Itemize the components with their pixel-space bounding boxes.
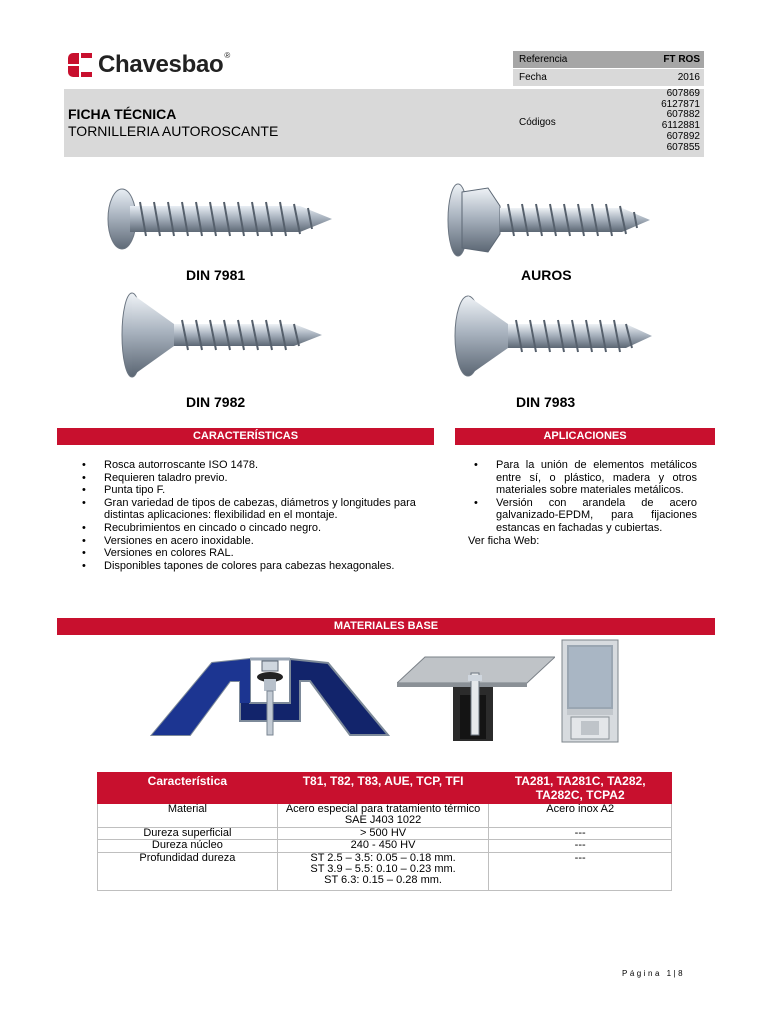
product-label: AUROS <box>521 267 572 283</box>
code: 607855 <box>666 141 700 153</box>
table-cell: Acero especial para tratamiento térmico SAE J403 1022 <box>277 804 489 828</box>
product-label: DIN 7982 <box>186 394 246 410</box>
date-label: Fecha <box>519 72 547 83</box>
table-cell: Material <box>98 804 278 828</box>
list-item: • Gran variedad de tipos de cabezas, diámetros y longitudes para distintas aplicaciones: flexibilidad en el montaje. <box>78 497 428 522</box>
web-link-label: Ver ficha Web: <box>468 535 540 547</box>
meta-row-date <box>513 69 704 86</box>
list-item: • Para la unión de elementos metálicos entre sí, o plástico, madera y otros materiales sobre materiales metálicos. <box>470 459 697 497</box>
brand-name: Chavesbao <box>98 51 224 78</box>
list-item: • Rosca autorroscante ISO 1478. <box>78 459 428 472</box>
list-item: • Versiones en acero inoxidable. <box>78 535 428 548</box>
list-item: • Versión con arandela de acero galvanizado-EPDM, para fijaciones estancas en fachadas y cubiertas. <box>470 497 697 535</box>
code: 607882 <box>666 109 700 121</box>
product-label: DIN 7981 <box>186 267 246 283</box>
section-header-caracteristicas: CARACTERÍSTICAS <box>57 428 434 445</box>
section-header-aplicaciones: APLICACIONES <box>455 428 715 445</box>
window-frame-image <box>561 639 619 743</box>
list-item: • Recubrimientos en cincado o cincado negro. <box>78 522 428 535</box>
document-title: FICHA TÉCNICA <box>68 106 177 122</box>
list-item: • Punta tipo F. <box>78 484 428 497</box>
codes-list <box>661 89 700 153</box>
table-cell: 240 - 450 HV <box>277 840 489 852</box>
list-item: • Disponibles tapones de colores para cabezas hexagonales. <box>78 560 428 573</box>
section-header-materiales: MATERIALES BASE <box>57 618 715 635</box>
specs-table <box>97 772 672 891</box>
hex-head-screw-icon <box>442 176 654 264</box>
caracteristicas-list <box>78 459 428 572</box>
metal-profile-image <box>397 655 555 741</box>
brand-logo-icon <box>68 53 92 77</box>
table-cell: > 500 HV <box>277 827 489 839</box>
code: 607869 <box>666 88 700 99</box>
codes-label: Códigos <box>519 117 556 128</box>
table-cell: Dureza superficial <box>98 827 278 839</box>
table-cell: Profundidad dureza <box>98 852 278 890</box>
raised-countersunk-screw-icon <box>446 290 658 382</box>
countersunk-screw-icon <box>112 288 327 382</box>
list-item: • Versiones en colores RAL. <box>78 547 428 560</box>
table-row <box>98 840 672 852</box>
code: 6127871 <box>661 98 700 110</box>
table-row <box>98 852 672 890</box>
document-subtitle: TORNILLERIA AUTOROSCANTE <box>68 123 279 139</box>
list-item: • Requieren taladro previo. <box>78 472 428 485</box>
code: 6112881 <box>661 120 700 132</box>
aplicaciones-list <box>470 459 697 535</box>
table-cell: Acero inox A2 <box>489 804 672 828</box>
meta-row-reference <box>513 51 704 68</box>
page-number: Página 1|8 <box>622 969 686 978</box>
table-cell: --- <box>489 827 672 839</box>
roof-panel-image <box>150 641 390 741</box>
table-header-row <box>98 773 672 804</box>
column-header: T81, T82, T83, AUE, TCP, TFI <box>277 773 489 804</box>
reference-label: Referencia <box>519 54 568 65</box>
column-header: TA281, TA281C, TA282, TA282C, TCPA2 <box>489 773 672 804</box>
brand-logo <box>68 50 258 80</box>
table-cell: --- <box>489 852 672 890</box>
registered-icon: ® <box>224 50 231 60</box>
product-label: DIN 7983 <box>516 394 576 410</box>
table-row <box>98 804 672 828</box>
table-cell: --- <box>489 840 672 852</box>
column-header: Característica <box>98 773 278 804</box>
table-cell: ST 2.5 – 3.5: 0.05 – 0.18 mm. ST 3.9 – 5.5: 0.10 – 0.23 mm. ST 6.3: 0.15 – 0.28 mm. <box>277 852 489 890</box>
table-row <box>98 827 672 839</box>
date-value: 2016 <box>677 72 700 83</box>
reference-value: FT ROS <box>663 54 700 65</box>
table-cell: Dureza núcleo <box>98 840 278 852</box>
code: 607892 <box>666 130 700 142</box>
pan-head-screw-icon <box>100 176 338 262</box>
